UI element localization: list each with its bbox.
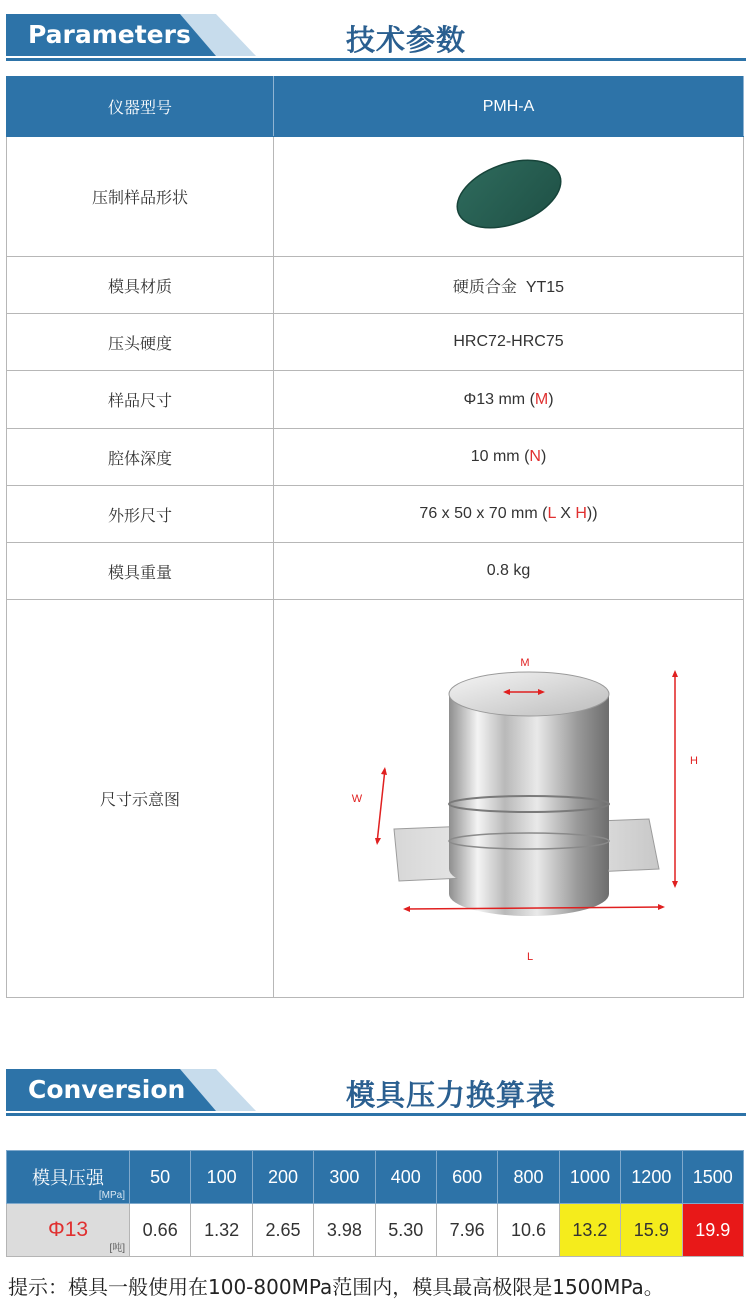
model-label: 仪器型号 xyxy=(7,77,274,137)
sample-shape-cell xyxy=(274,137,744,257)
pressure-row xyxy=(7,1151,744,1204)
table-row xyxy=(7,257,744,314)
conversion-header xyxy=(6,1069,746,1117)
table-row xyxy=(7,314,744,371)
parameters-title-cn: 技术参数 xyxy=(346,23,467,57)
w-label: W xyxy=(351,792,362,805)
pressure-cell: 1000 xyxy=(559,1151,620,1204)
table-row xyxy=(7,543,744,600)
table-row xyxy=(7,486,744,543)
pressure-cell: 1500 xyxy=(682,1151,743,1204)
dimension-mark: L xyxy=(547,505,556,522)
conversion-title-cn: 模具压力换算表 xyxy=(346,1078,557,1112)
tonnage-cell: 0.66 xyxy=(130,1204,191,1257)
weight-value: 0.8 kg xyxy=(274,543,744,600)
dimension-diagram xyxy=(299,619,719,979)
weight-label: 模具重量 xyxy=(7,543,274,600)
table-row xyxy=(7,77,744,137)
pressure-cell: 600 xyxy=(436,1151,497,1204)
dimension-mark: H xyxy=(575,505,587,522)
parameters-header xyxy=(6,14,746,62)
tonnage-cell: 1.32 xyxy=(191,1204,252,1257)
w-arrow xyxy=(377,769,385,843)
pressure-cell: 200 xyxy=(252,1151,313,1204)
parameters-title-en: Parameters xyxy=(28,20,191,49)
usage-note: 提示：模具一般使用在100-800MPa范围内，模具最高极限是1500MPa。 xyxy=(8,1275,664,1299)
table-row xyxy=(7,600,744,998)
pressure-cell: 800 xyxy=(498,1151,559,1204)
depth-value: 10 mm (N) xyxy=(274,429,744,486)
tonnage-cell-caution: 15.9 xyxy=(621,1204,682,1257)
material-label: 模具材质 xyxy=(7,257,274,314)
pressure-cell: 400 xyxy=(375,1151,436,1204)
pressure-cell: 300 xyxy=(314,1151,375,1204)
diagram-label: 尺寸示意图 xyxy=(7,600,274,998)
tonnage-cell: 5.30 xyxy=(375,1204,436,1257)
h-label: H xyxy=(689,754,698,767)
conversion-title-en: Conversion xyxy=(28,1075,186,1104)
tonnage-unit: [吨] xyxy=(109,1243,125,1254)
table-row xyxy=(7,371,744,429)
m-label: M xyxy=(519,656,530,669)
material-value: 硬质合金 YT15 xyxy=(274,257,744,314)
dimension-diagram-cell xyxy=(274,600,744,998)
model-value: PMH-A xyxy=(274,77,744,137)
hardness-label: 压头硬度 xyxy=(7,314,274,371)
pressure-unit: [MPa] xyxy=(98,1190,125,1201)
pressure-cell: 100 xyxy=(191,1151,252,1204)
tonnage-cell: 2.65 xyxy=(252,1204,313,1257)
conversion-table xyxy=(6,1150,744,1257)
dimension-mark: N xyxy=(529,448,541,465)
die-size-header: Φ13 [吨] xyxy=(7,1204,130,1257)
disc-sample-image xyxy=(449,154,569,234)
dimension-mark: M xyxy=(534,390,549,408)
pressure-cell: 50 xyxy=(130,1151,191,1204)
outer-size-label: 外形尺寸 xyxy=(7,486,274,543)
outer-size-value: 76 x 50 x 70 mm (L X H)) xyxy=(274,486,744,543)
table-row xyxy=(7,137,744,257)
tonnage-cell-caution: 13.2 xyxy=(559,1204,620,1257)
pressure-row-header: 模具压强 [MPa] xyxy=(7,1151,130,1204)
sample-size-label: 样品尺寸 xyxy=(7,371,274,429)
shape-label: 压制样品形状 xyxy=(7,137,274,257)
pressure-cell: 1200 xyxy=(621,1151,682,1204)
tonnage-cell: 3.98 xyxy=(314,1204,375,1257)
l-arrow xyxy=(405,907,663,909)
tonnage-cell: 10.6 xyxy=(498,1204,559,1257)
l-label: L xyxy=(526,950,533,963)
hardness-value: HRC72-HRC75 xyxy=(274,314,744,371)
table-row xyxy=(7,429,744,486)
tonnage-cell: 7.96 xyxy=(436,1204,497,1257)
tonnage-row xyxy=(7,1204,744,1257)
parameters-table xyxy=(6,76,744,998)
depth-label: 腔体深度 xyxy=(7,429,274,486)
sample-size-value: Φ13 mm (M) xyxy=(274,371,744,429)
tonnage-cell-limit: 19.9 xyxy=(682,1204,743,1257)
